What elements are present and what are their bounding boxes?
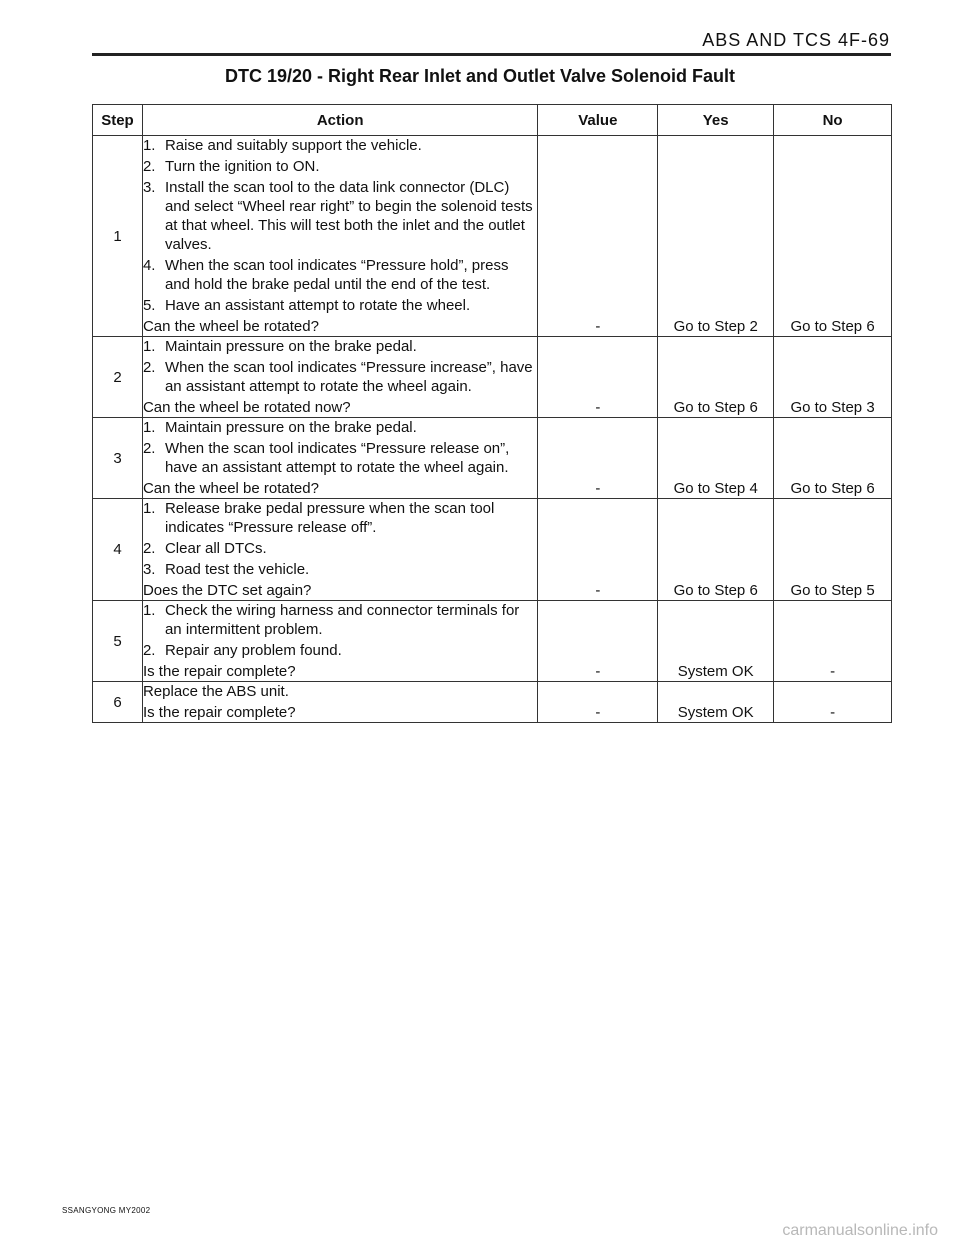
value-result: - <box>538 337 658 418</box>
action-item <box>143 256 537 294</box>
action-line: Replace the ABS unit. <box>142 683 289 700</box>
action-item-number: 3. <box>142 561 156 578</box>
action-cell <box>142 337 537 418</box>
page-header-title: ABS AND TCS 4F-69 <box>702 30 890 50</box>
action-item-number: 2. <box>142 642 156 659</box>
table-body <box>93 136 892 723</box>
action-item-text: Maintain pressure on the brake pedal. <box>164 338 417 355</box>
action-list <box>143 601 537 660</box>
yes-result: Go to Step 6 <box>658 337 774 418</box>
action-item <box>143 157 537 176</box>
step-number: 2 <box>93 337 143 418</box>
action-item-text: Raise and suitably support the vehicle. <box>164 137 422 154</box>
action-item <box>143 499 537 537</box>
action-item-number: 4. <box>142 257 156 274</box>
action-item <box>143 439 537 477</box>
action-list <box>143 337 537 396</box>
action-cell <box>142 499 537 601</box>
column-header-no: No <box>774 105 892 136</box>
table-row <box>93 601 892 682</box>
action-item <box>143 560 537 579</box>
yes-result: System OK <box>658 601 774 682</box>
step-number: 1 <box>93 136 143 337</box>
action-cell <box>142 682 537 723</box>
action-item-number: 1. <box>142 602 156 619</box>
no-result: Go to Step 6 <box>774 136 892 337</box>
yes-result: Go to Step 6 <box>658 499 774 601</box>
step-number: 5 <box>93 601 143 682</box>
action-item-text: When the scan tool indicates “Pressure release on”, have an assistant attempt to rotate the wheel again. <box>164 440 510 476</box>
yes-result: System OK <box>658 682 774 723</box>
action-item-number: 3. <box>142 179 156 196</box>
table-row <box>93 136 892 337</box>
yes-result: Go to Step 4 <box>658 418 774 499</box>
no-result: Go to Step 5 <box>774 499 892 601</box>
action-item-number: 5. <box>142 297 156 314</box>
action-item <box>143 539 537 558</box>
action-question: Is the repair complete? <box>142 704 296 721</box>
action-item <box>143 337 537 356</box>
action-item-number: 2. <box>142 440 156 457</box>
table-header-row <box>93 105 892 136</box>
action-item-number: 2. <box>142 540 156 557</box>
column-header-yes: Yes <box>658 105 774 136</box>
yes-result: Go to Step 2 <box>658 136 774 337</box>
action-item-number: 1. <box>142 338 156 355</box>
step-number: 3 <box>93 418 143 499</box>
action-item <box>143 358 537 396</box>
action-cell <box>142 601 537 682</box>
action-question: Does the DTC set again? <box>142 582 312 599</box>
action-question: Is the repair complete? <box>142 663 296 680</box>
action-item <box>143 601 537 639</box>
action-item-text: Have an assistant attempt to rotate the wheel. <box>164 297 471 314</box>
action-item-text: When the scan tool indicates “Pressure increase”, have an assistant attempt to rotate the wheel again. <box>164 359 533 395</box>
action-question: Can the wheel be rotated now? <box>142 399 351 416</box>
watermark: carmanualsonline.info <box>782 1222 938 1239</box>
step-number: 6 <box>93 682 143 723</box>
action-item <box>143 641 537 660</box>
column-header-value: Value <box>538 105 658 136</box>
action-item-text: Maintain pressure on the brake pedal. <box>164 419 417 436</box>
value-result: - <box>538 601 658 682</box>
action-item-text: Release brake pedal pressure when the scan tool indicates “Pressure release off”. <box>164 500 495 536</box>
column-header-action: Action <box>142 105 537 136</box>
action-question: Can the wheel be rotated? <box>142 480 319 497</box>
action-item-text: Road test the vehicle. <box>164 561 310 578</box>
action-cell <box>142 136 537 337</box>
action-item-number: 1. <box>142 500 156 517</box>
table-row <box>93 418 892 499</box>
value-result: - <box>538 682 658 723</box>
action-cell <box>142 418 537 499</box>
action-item <box>143 136 537 155</box>
step-number: 4 <box>93 499 143 601</box>
no-result: Go to Step 3 <box>774 337 892 418</box>
no-result: Go to Step 6 <box>774 418 892 499</box>
action-item-number: 1. <box>142 419 156 436</box>
no-result: - <box>774 601 892 682</box>
table-row <box>93 499 892 601</box>
value-result: - <box>538 418 658 499</box>
action-question: Can the wheel be rotated? <box>142 318 319 335</box>
action-item-text: Install the scan tool to the data link connector (DLC) and select “Wheel rear right” to begin the solenoid tests at that wheel. This will test both the inlet and the outlet valves. <box>164 179 533 253</box>
table-row <box>93 337 892 418</box>
action-item <box>143 296 537 315</box>
action-item-text: Repair any problem found. <box>164 642 342 659</box>
table-row <box>93 682 892 723</box>
action-item-text: When the scan tool indicates “Pressure hold”, press and hold the brake pedal until the end of the test. <box>164 257 509 293</box>
column-header-step: Step <box>93 105 143 136</box>
action-item-text: Check the wiring harness and connector terminals for an intermittent problem. <box>164 602 520 638</box>
value-result: - <box>538 136 658 337</box>
document-title: DTC 19/20 - Right Rear Inlet and Outlet Valve Solenoid Fault <box>224 66 736 86</box>
header-rule <box>92 53 891 56</box>
action-list <box>143 136 537 315</box>
footer-text: SSANGYONG MY2002 <box>62 1206 151 1215</box>
action-item-text: Turn the ignition to ON. <box>164 158 320 175</box>
action-item-number: 1. <box>142 137 156 154</box>
no-result: - <box>774 682 892 723</box>
action-item-text: Clear all DTCs. <box>164 540 267 557</box>
action-list <box>143 418 537 477</box>
action-item <box>143 418 537 437</box>
action-item-number: 2. <box>142 158 156 175</box>
diagnostic-table <box>92 104 892 723</box>
action-item-number: 2. <box>142 359 156 376</box>
value-result: - <box>538 499 658 601</box>
action-list <box>143 499 537 579</box>
action-item <box>143 178 537 254</box>
